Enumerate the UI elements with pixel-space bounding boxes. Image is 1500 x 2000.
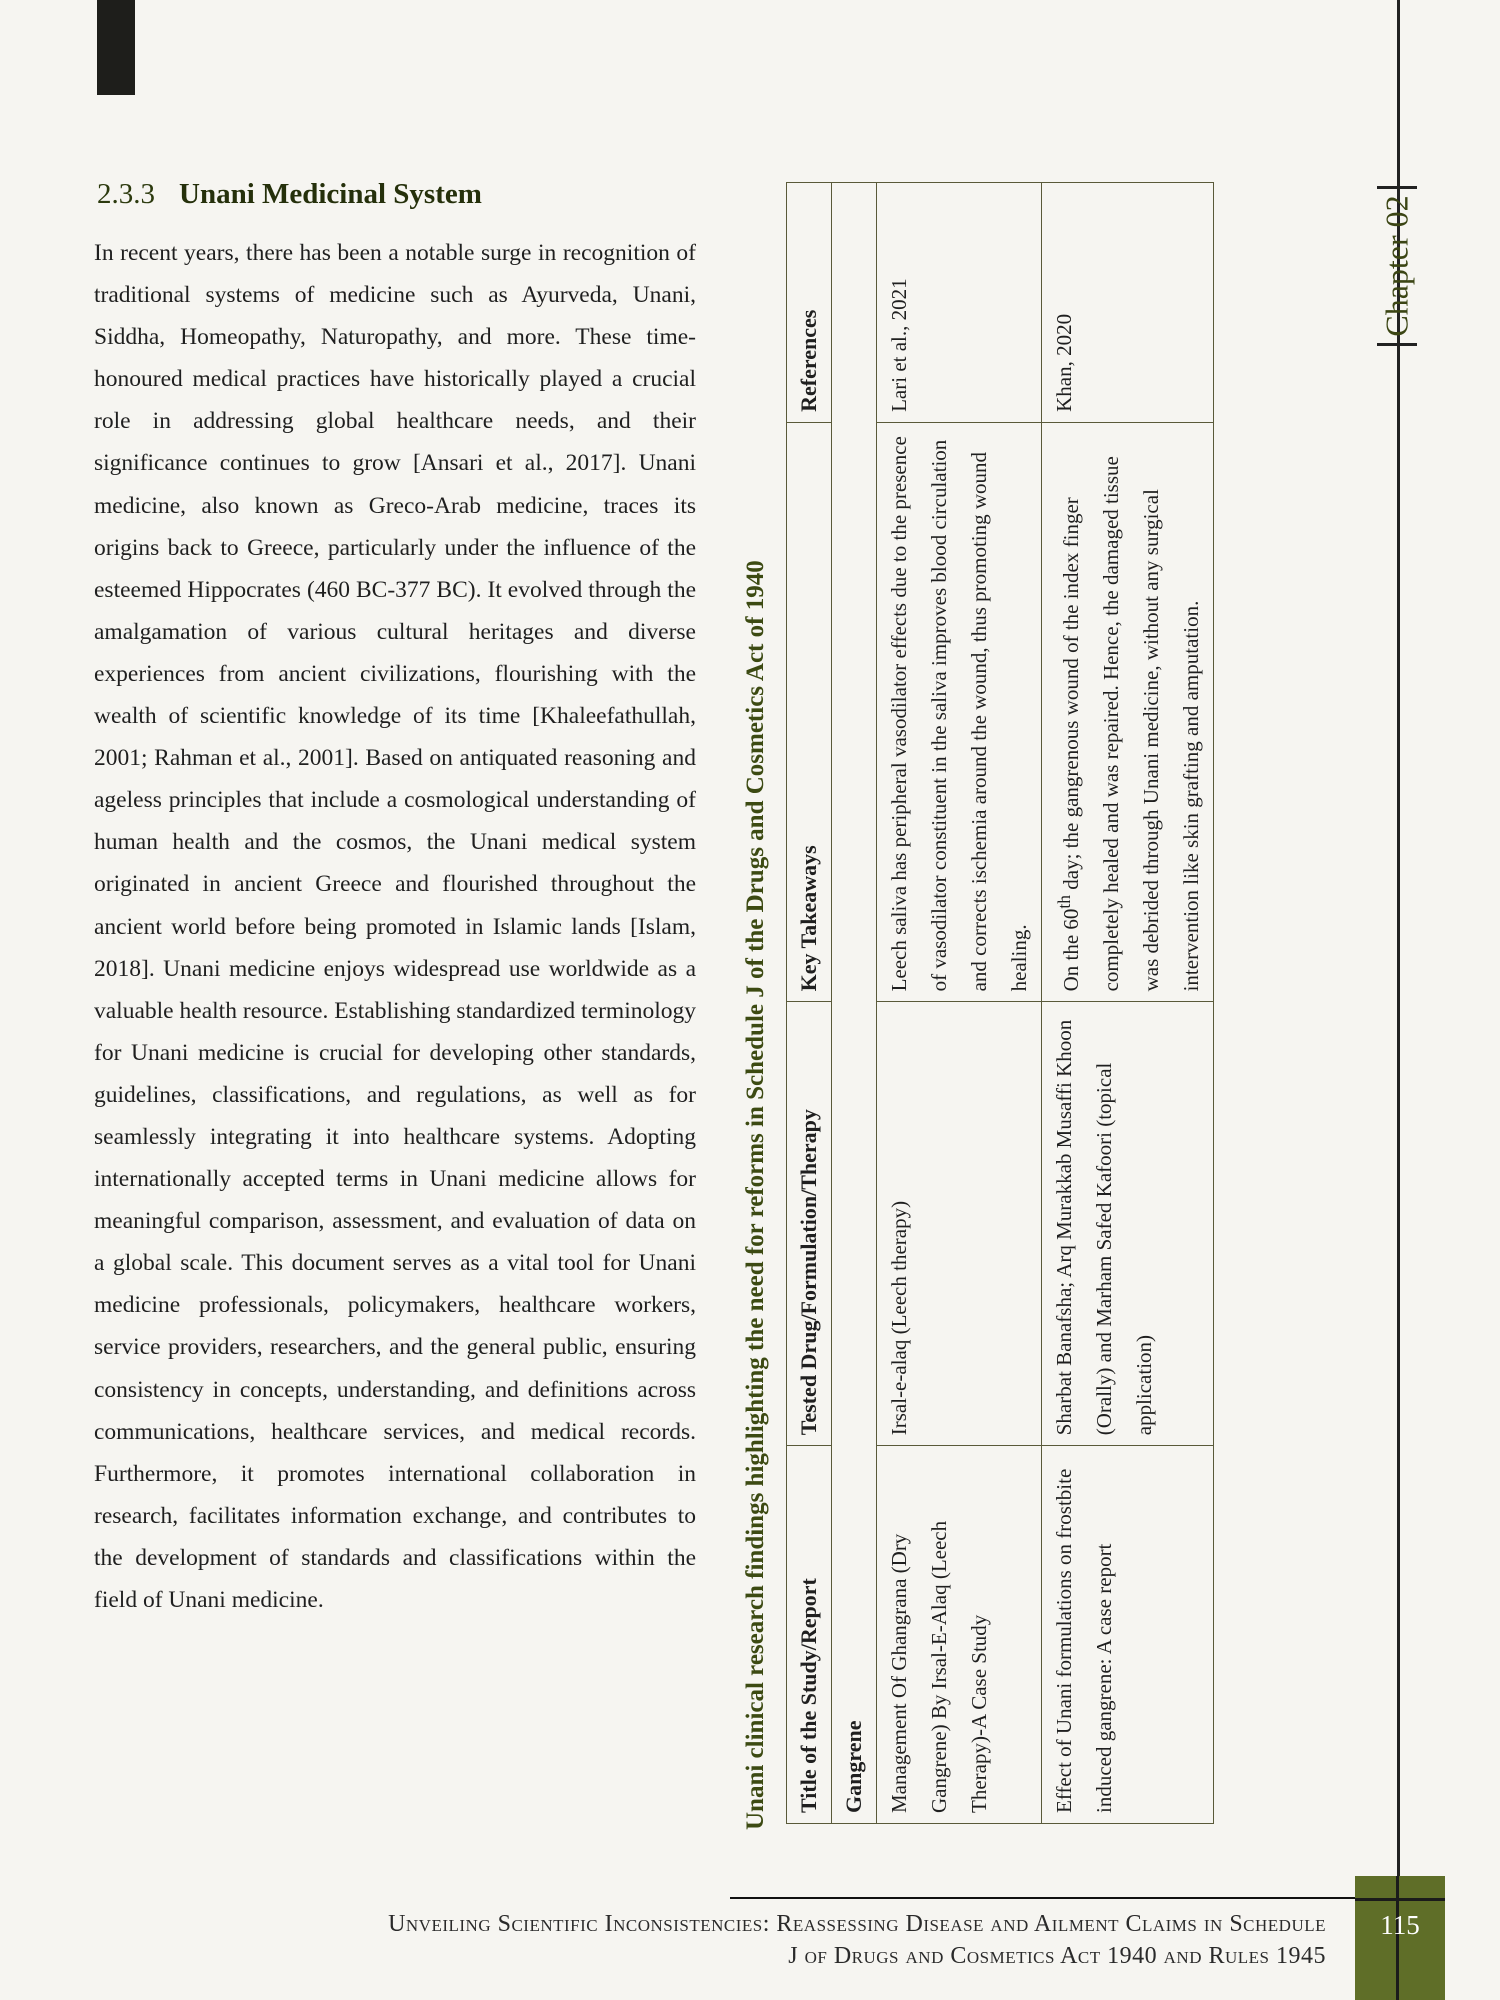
footer-rule <box>730 1897 1398 1899</box>
drug-cell: Sharbat Banafsha; Arq Murakkab Musaffi Khoon (Orally) and Marham Safed Kafoori (topical application) <box>1042 1002 1214 1446</box>
chapter-cap-bottom <box>1377 343 1417 346</box>
rotated-table-block <box>735 182 1300 1830</box>
research-table <box>786 182 1214 1824</box>
drug-cell: Irsal-e-alaq (Leech therapy) <box>877 1002 1042 1446</box>
takeaway-text-start: On the 60 <box>1059 908 1083 992</box>
study-title-cell: Management Of Ghangrana (Dry Gangrene) By Irsal-E-Alaq (Leech Therapy)-A Case Study <box>877 1446 1042 1824</box>
page-number: 115 <box>1380 1910 1420 1940</box>
body-paragraph: In recent years, there has been a notable surge in recognition of traditional systems of medicine such as Ayurveda, Unani, Siddha, Homeopathy, Naturopathy, and more. These time-honoured medical practices have historically played a crucial role in addressing global healthcare needs, and their significance continues to grow [Ansari et al., 2017]. Unani medicine, also known as Greco-Arab medicine, traces its origins back to Greece, particularly under the influence of the esteemed Hippocrates (460 BC-377 BC). It evolved through the amalgamation of various cultural heritages and diverse experiences from ancient civilizations, flourishing with the wealth of scientific knowledge of its time [Khaleefathullah, 2001; Rahman et al., 2001]. Based on antiquated reasoning and ageless principles that include a cosmological understanding of human health and the cosmos, the Unani medical system originated in ancient Greece and flourished throughout the ancient world before being promoted in Islamic lands [Islam, 2018]. Unani medicine enjoys widespread use worldwide as a valuable health resource. Establishing standardized terminology for Unani medicine is crucial for developing other standards, guidelines, classifications, and regulations, as well as for seamlessly integrating it into healthcare systems. Adopting internationally accepted terms in Unani medicine allows for meaningful comparison, assessment, and evaluation of data on a global scale. This document serves as a vital tool for Unani medicine professionals, policymakers, healthcare workers, service providers, researchers, and the general public, ensuring consistency in concepts, understanding, and definitions across communications, healthcare services, and medical records. Furthermore, it promotes international collaboration in research, facilitates information exchange, and contributes to the development of standards and classifications within the field of Unani medicine. <box>94 240 696 1613</box>
reference-cell: Khan, 2020 <box>1042 183 1214 423</box>
running-footer <box>96 1908 1326 1972</box>
footer-line-2: J of Drugs and Cosmetics Act 1940 and Rules 1945 <box>788 1943 1326 1969</box>
table-row <box>877 183 1042 1824</box>
section-heading <box>97 178 482 211</box>
study-title-cell: Effect of Unani formulations on frostbite induced gangrene: A case report <box>1042 1446 1214 1824</box>
section-title: Unani Medicinal System <box>179 178 482 210</box>
header-drug: Tested Drug/Formulation/Therapy <box>787 1002 832 1446</box>
takeaway-cell: Leech saliva has peripheral vasodilator effects due to the presence of vasodilator constituent in the saliva improves blood circulation and corrects ischemia around the wound, thus promoting wound healing. <box>877 422 1042 1002</box>
page-box-hline <box>1355 1898 1445 1901</box>
header-title: Title of the Study/Report <box>787 1446 832 1824</box>
page-number-box <box>1355 1876 1445 2000</box>
takeaway-text-rest: day; the gangrenous wound of the index finger completely healed and was repaired. Hence, the damaged tissue was debrided through Unani medicine, without any surgical intervention like skin grafting and amputation. <box>1059 456 1203 992</box>
header-takeaways: Key Takeaways <box>787 422 832 1002</box>
chapter-tab-marker <box>97 0 135 95</box>
table-header-row <box>787 183 832 1824</box>
table-row <box>1042 183 1214 1824</box>
ordinal-suffix: th <box>1054 894 1074 909</box>
header-references: References <box>787 183 832 423</box>
category-label: Gangrene <box>832 183 877 1824</box>
table-title: Unani clinical research findings highlighting the need for reforms in Schedule J of the Drugs and Cosmetics Act of 1940 <box>742 560 769 1830</box>
reference-cell: Lari et al., 2021 <box>877 183 1042 423</box>
category-row <box>832 183 877 1824</box>
chapter-cap-top <box>1377 186 1417 189</box>
takeaway-cell <box>1042 422 1214 1002</box>
chapter-marker <box>1367 186 1427 346</box>
footer-line-1: Unveiling Scientific Inconsistencies: Reassessing Disease and Ailment Claims in Schedule <box>388 1911 1326 1937</box>
section-number: 2.3.3 <box>97 178 155 210</box>
chapter-label: Chapter 02 <box>1378 195 1415 337</box>
